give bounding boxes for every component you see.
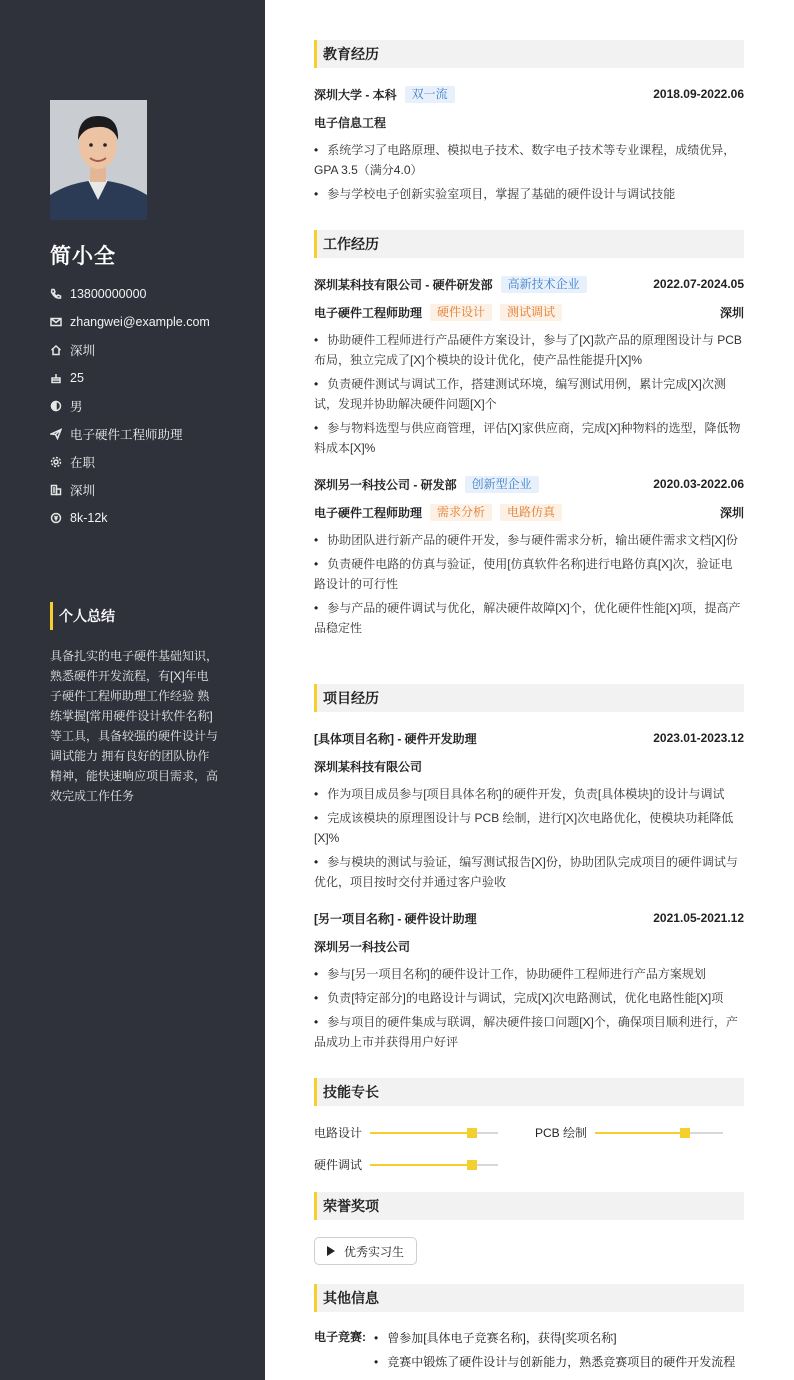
role-tag: 硬件设计 [430,304,492,321]
work-location: 深圳 [719,505,744,520]
skill-bar-knob [680,1128,690,1138]
mail-icon [50,316,70,328]
school-tag: 双一流 [405,86,455,103]
work-2-role [314,502,744,522]
city-text: 深圳 [70,344,96,358]
project-org: 深圳某科技有限公司 [314,759,423,774]
list-item: • 参与学校电子创新实验室项目，掌握了基础的硬件设计与调试技能 [314,184,744,204]
status-text: 在职 [70,456,96,470]
role-tag: 测试调试 [500,304,562,321]
target-city-row [50,476,210,504]
role-name: 电子硬件工程师助理 [314,505,423,520]
gear-icon [50,456,70,468]
target-job-text: 电子硬件工程师助理 [70,428,183,442]
gender-icon [50,400,70,412]
project-date: 2021.05-2021.12 [653,911,744,925]
skill-item [535,1124,723,1141]
phone-text: 13800000000 [70,287,147,301]
list-item: • 参与项目的硬件集成与联调，解决硬件接口问题[X]个，确保项目顺利进行，产品成功上市并获得用户好评 [314,1012,744,1052]
education-title: 教育经历 [314,40,744,68]
work-2-header [314,474,744,494]
email-row [50,308,210,336]
list-item: • 协助团队进行新产品的硬件开发，参与硬件需求分析，输出硬件需求文档[X]份 [314,530,744,550]
list-item: • 曾参加[具体电子竞赛名称]，获得[奖项名称] [374,1328,754,1348]
list-item: • 竞赛中锻炼了硬件设计与创新能力，熟悉竞赛项目的硬件开发流程 [374,1352,754,1372]
company-tag: 高新技术企业 [501,276,587,293]
skill-bar-fill [370,1164,472,1166]
work-1-role [314,302,744,322]
play-icon [327,1246,335,1256]
skills-title: 技能专长 [314,1078,744,1106]
project-2-header [314,908,744,928]
city-row [50,336,210,364]
award-text: 优秀实习生 [344,1244,405,1259]
school-name: 深圳大学 - 本科 [314,87,397,102]
education-header [314,84,744,104]
company-name: 深圳另一科技公司 - 研发部 [314,477,457,492]
contact-info [50,280,210,532]
project-date: 2023.01-2023.12 [653,731,744,745]
sidebar [0,0,265,1380]
profile-photo [50,100,147,220]
project-2-bullets [314,964,744,1056]
email-text: zhangwei@example.com [70,315,210,329]
candidate-name: 简小全 [50,245,116,268]
gender-text: 男 [70,400,83,414]
skill-item [314,1156,498,1173]
work-location: 深圳 [719,305,744,320]
other-title: 其他信息 [314,1284,744,1312]
company-name: 深圳某科技有限公司 - 硬件研发部 [314,277,493,292]
list-item: • 参与物料选型与供应商管理，评估[X]家供应商，完成[X]种物料的选型，降低物料成本[X]% [314,418,744,458]
skill-bar [370,1132,498,1134]
work-title: 工作经历 [314,230,744,258]
other-list [374,1328,754,1376]
summary-text: 具备扎实的电子硬件基础知识，熟悉硬件开发流程，有[X]年电子硬件工程师助理工作经验 熟练掌握[常用硬件设计软件名称]等工具，具备较强的硬件设计与调试能力 拥有良好的团队协作精神，能快速响应项目需求，高效完成工作任务 [50,649,219,803]
project-1-org-row [314,756,744,776]
phone-row [50,280,210,308]
phone-icon [50,288,70,300]
skill-item [314,1124,498,1141]
projects-title: 项目经历 [314,684,744,712]
target-job-row [50,420,210,448]
major-row [314,112,744,132]
summary-title: 个人总结 [50,602,115,630]
role-name: 电子硬件工程师助理 [314,305,423,320]
work-date: 2020.03-2022.06 [653,477,744,491]
project-org: 深圳另一科技公司 [314,939,411,954]
status-row [50,448,210,476]
major: 电子信息工程 [314,115,387,130]
skill-name: 电路设计 [314,1126,363,1140]
other-label: 电子竞赛: [314,1330,366,1344]
skill-bar-knob [467,1160,477,1170]
list-item: • 负责[特定部分]的电路设计与调试，完成[X]次电路测试，优化电路性能[X]项 [314,988,744,1008]
awards-title: 荣誉奖项 [314,1192,744,1220]
education-bullets [314,140,744,208]
skill-bar [595,1132,723,1134]
home-icon [50,344,70,356]
work-1-header [314,274,744,294]
skill-bar-fill [370,1132,472,1134]
project-name: [另一项目名称] - 硬件设计助理 [314,911,477,926]
list-item: • 完成该模块的原理图设计与 PCB 绘制，进行[X]次电路优化，使模块功耗降低[X]% [314,808,744,848]
skill-bar-knob [467,1128,477,1138]
project-2-org-row [314,936,744,956]
company-tag: 创新型企业 [465,476,539,493]
project-1-header [314,728,744,748]
work-2-bullets [314,530,744,642]
salary-text: 8k-12k [70,511,108,525]
money-icon [50,512,70,524]
salary-row [50,504,210,532]
target-city-text: 深圳 [70,484,96,498]
list-item: • 协助硬件工程师进行产品硬件方案设计，参与了[X]款产品的原理图设计与 PCB 布局，独立完成了[X]个模块的设计优化，使产品性能提升[X]% [314,330,744,370]
role-tag: 需求分析 [430,504,492,521]
skill-name: PCB 绘制 [535,1126,588,1140]
gender-row [50,392,210,420]
building-icon [50,484,70,496]
age-row [50,364,210,392]
role-tag: 电路仿真 [500,504,562,521]
list-item: • 参与产品的硬件调试与优化，解决硬件故障[X]个，优化硬件性能[X]项，提高产品稳定性 [314,598,744,638]
list-item: • 系统学习了电路原理、模拟电子技术、数字电子技术等专业课程，成绩优异，GPA 3.5（满分4.0） [314,140,744,180]
list-item: • 负责硬件测试与调试工作，搭建测试环境，编写测试用例，累计完成[X]次测试，发现并协助解决硬件问题[X]个 [314,374,744,414]
list-item: • 负责硬件电路的仿真与验证，使用[仿真软件名称]进行电路仿真[X]次，验证电路设计的可行性 [314,554,744,594]
skill-bar-fill [595,1132,685,1134]
age-text: 25 [70,371,84,385]
project-name: [具体项目名称] - 硬件开发助理 [314,731,477,746]
send-icon [50,428,70,440]
list-item: • 参与[另一项目名称]的硬件设计工作，协助硬件工程师进行产品方案规划 [314,964,744,984]
skill-name: 硬件调试 [314,1158,363,1172]
award-badge [314,1237,417,1265]
list-item: • 作为项目成员参与[项目具体名称]的硬件开发，负责[具体模块]的设计与调试 [314,784,744,804]
work-date: 2022.07-2024.05 [653,277,744,291]
work-1-bullets [314,330,744,462]
project-1-bullets [314,784,744,896]
list-item: • 参与模块的测试与验证，编写测试报告[X]份，协助团队完成项目的硬件调试与优化，项目按时交付并通过客户验收 [314,852,744,892]
cake-icon [50,372,70,384]
skill-bar [370,1164,498,1166]
education-date: 2018.09-2022.06 [653,87,744,101]
